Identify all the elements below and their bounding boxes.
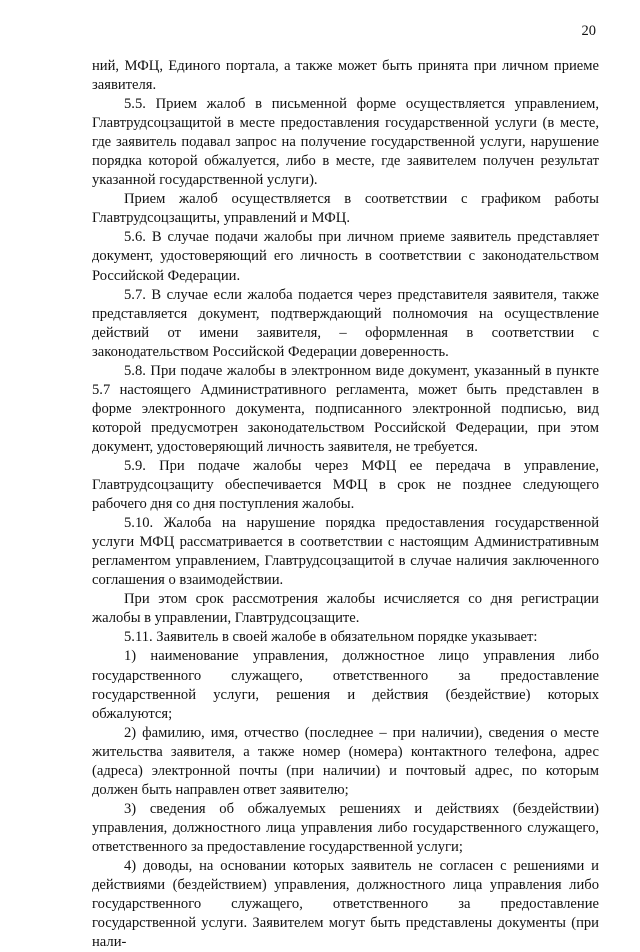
- paragraph-schedule: Прием жалоб осуществляется в соответствии с графиком работы Главтрудсоцзащиты, управлений и МФЦ.: [92, 191, 599, 227]
- list-item-3: 3) сведения об обжалуемых решениях и действиях (бездействии) управления, должностного лица управления либо государственного служащего, ответственного за предоставление государственной услуги;: [92, 800, 599, 855]
- paragraph-5-5: 5.5. Прием жалоб в письменной форме осуществляется управлением, Главтрудсоцзащитой в месте предоставления государственной услуги (в месте, где заявитель подавал запрос на получение государственной услуги, нарушение порядка которой обжалуется, либо в месте, где заявителем получен результат указанной государственной услуги).: [92, 96, 599, 189]
- list-item-4: 4) доводы, на основании которых заявитель не согласен с решениями и действиями (бездействием) управления, должностного лица управления либо государственного служащего, ответственного за предоставление государственной услуги. Заявителем могут быть представлены документы (при нали-: [92, 857, 599, 951]
- list-item-1: 1) наименование управления, должностное лицо управления либо государственного служащего, ответственного за предоставление государственной услуги, решения и действия (бездействие) которых обжалуются;: [92, 648, 599, 722]
- paragraph-5-6: 5.6. В случае подачи жалобы при личном приеме заявитель представляет документ, удостоверяющий его личность в соответствии с законодательством Российской Федерации.: [92, 229, 599, 284]
- page-number: 20: [581, 23, 596, 39]
- list-item-2: 2) фамилию, имя, отчество (последнее – при наличии), сведения о месте жительства заявителя, а также номер (номера) контактного телефона, адрес (адреса) электронной почты (при наличии) и почтовый адрес, по которым должен быть направлен ответ заявителю;: [92, 724, 599, 798]
- paragraph-5-10: 5.10. Жалоба на нарушение порядка предоставления государственной услуги МФЦ рассматривается в соответствии с настоящим Административным регламентом управлением, Главтрудсоцзащитой в случае наличия заключенного соглашения о взаимодействии.: [92, 515, 599, 589]
- paragraph-5-7: 5.7. В случае если жалоба подается через представителя заявителя, также представляется документ, подтверждающий полномочия на осуществление действий от имени заявителя, – оформленная в соответствии с законодательством Российской Федерации доверенность.: [92, 286, 599, 360]
- paragraph-continuation: ний, МФЦ, Единого портала, а также может быть принята при личном приеме заявителя.: [92, 58, 599, 94]
- paragraph-5-9: 5.9. При подаче жалобы через МФЦ ее передача в управление, Главтрудсоцзащиту обеспечивается МФЦ в срок не позднее следующего рабочего дня со дня поступления жалобы.: [92, 457, 599, 513]
- paragraph-5-8: 5.8. При подаче жалобы в электронном виде документ, указанный в пункте 5.7 настоящего Административного регламента, может быть представлен в форме электронного документа, подписанного электронной подписью, вид которой предусмотрен законодательством Российской Федерации, при этом документ, удостоверяющий личность заявителя, не требуется.: [92, 362, 599, 455]
- document-body: [92, 57, 599, 952]
- paragraph-review-term: При этом срок рассмотрения жалобы исчисляется со дня регистрации жалобы в управлении, Главтрудсоцзащите.: [92, 591, 599, 627]
- paragraph-5-11: 5.11. Заявитель в своей жалобе в обязательном порядке указывает:: [124, 629, 538, 646]
